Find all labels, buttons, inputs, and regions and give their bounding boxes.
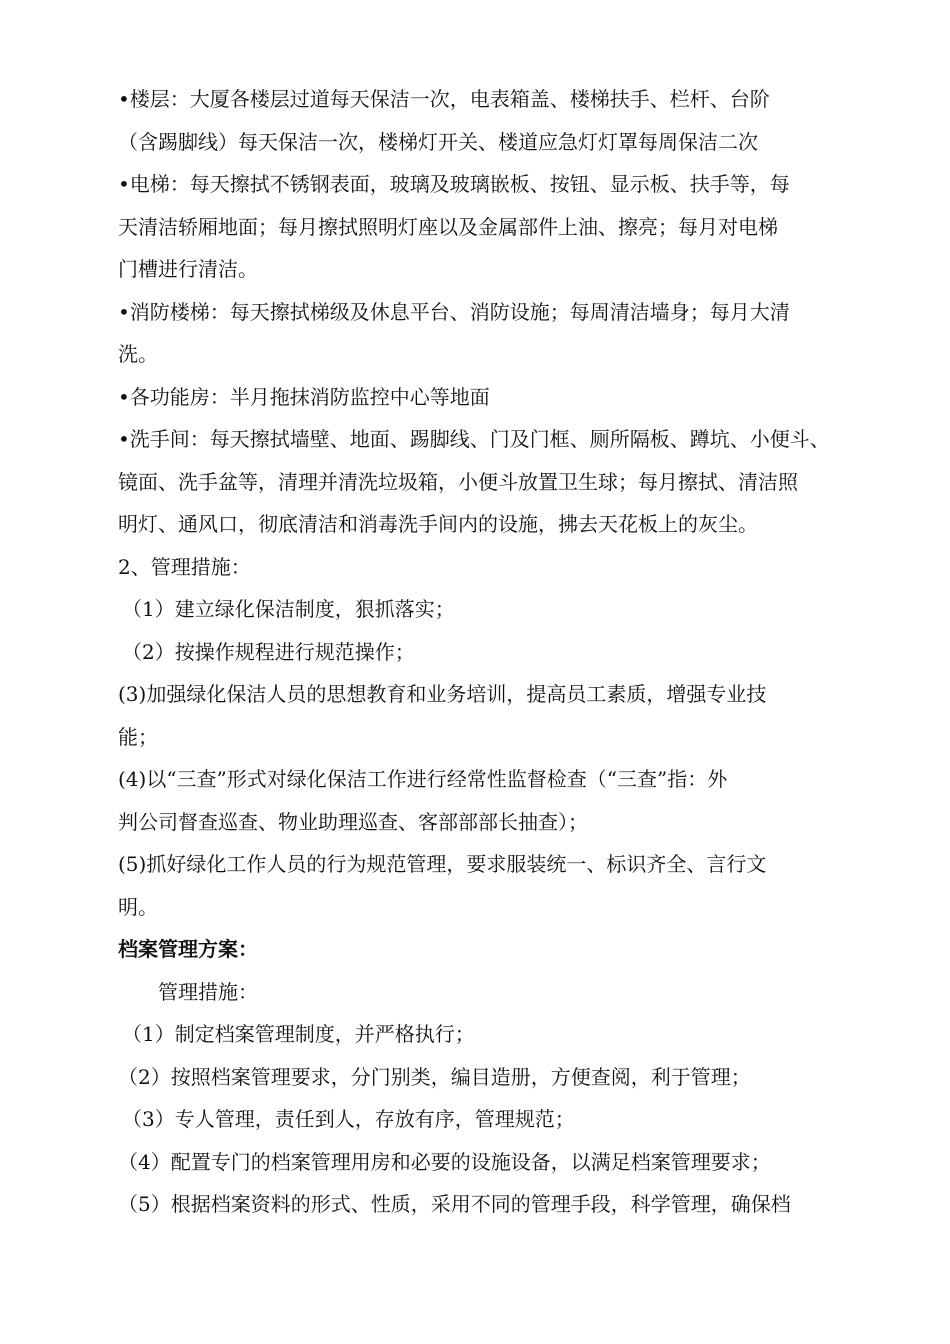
subsection-heading: 管理措施：	[158, 979, 258, 1004]
list-item: （1）建立绿化保洁制度，狠抓落实；	[122, 597, 455, 621]
section-heading: 2、管理措施：	[118, 554, 251, 579]
list-item: (4)以“三查”形式对绿化保洁工作进行经常性监督检查（“三查”指：外	[118, 767, 728, 791]
list-item: (5)抓好绿化工作人员的行为规范管理，要求服装统一、标识齐全、言行文	[118, 852, 767, 876]
list-item: 判公司督查巡查、物业助理巡查、客部部部长抽查）；	[118, 809, 588, 834]
paragraph-line: •洗手间：每天擦拭墙壁、地面、踢脚线、门及门框、厕所隔板、蹲坑、小便斗、	[118, 427, 830, 451]
list-item: （2）按操作规程进行规范操作；	[122, 639, 415, 664]
list-item: (3)加强绿化保洁人员的思想教育和业务培训，提高员工素质，增强专业技	[118, 682, 767, 706]
list-item: （4）配置专门的档案管理用房和必要的设施设备，以满足档案管理要求；	[118, 1149, 771, 1174]
paragraph-line: 镜面、洗手盆等，清理并清洗垃圾箱，小便斗放置卫生球；每月擦拭、清洁照	[118, 469, 798, 494]
paragraph-line: （含踢脚线）每天保洁一次，楼梯灯开关、楼道应急灯灯罩每周保洁二次	[118, 129, 758, 154]
list-item: （2）按照档案管理要求，分门别类，编目造册，方便查阅，利于管理；	[118, 1064, 751, 1089]
list-item: （5）根据档案资料的形式、性质，采用不同的管理手段，科学管理，确保档	[118, 1192, 791, 1216]
list-item: （3）专人管理，责任到人，存放有序，管理规范；	[122, 1107, 575, 1131]
paragraph-line: 明灯、通风口，彻底清洁和消毒洗手间内的设施，拂去天花板上的灰尘。	[118, 512, 758, 536]
document-page	[118, 78, 838, 1226]
paragraph-line: •消防楼梯：每天擦拭梯级及休息平台、消防设施；每周清洁墙身；每月大清	[118, 299, 790, 324]
paragraph-line: 天清洁轿厢地面；每月擦拭照明灯座以及金属部件上油、擦亮；每月对电梯	[118, 214, 778, 239]
paragraph-line: 洗。	[118, 342, 158, 366]
paragraph-line: •各功能房：半月拖抹消防监控中心等地面	[118, 384, 490, 409]
list-item: （1）制定档案管理制度，并严格执行；	[122, 1022, 475, 1046]
paragraph-line: 门槽进行清洁。	[118, 257, 258, 281]
paragraph-line: •电梯：每天擦拭不锈钢表面，玻璃及玻璃嵌板、按钮、显示板、扶手等，每	[118, 172, 790, 196]
section-title: 档案管理方案：	[118, 937, 258, 961]
paragraph-line: •楼层：大厦各楼层过道每天保洁一次，电表箱盖、楼梯扶手、栏杆、台阶	[118, 87, 770, 111]
list-item: 明。	[118, 894, 158, 919]
list-item: 能；	[118, 724, 158, 749]
